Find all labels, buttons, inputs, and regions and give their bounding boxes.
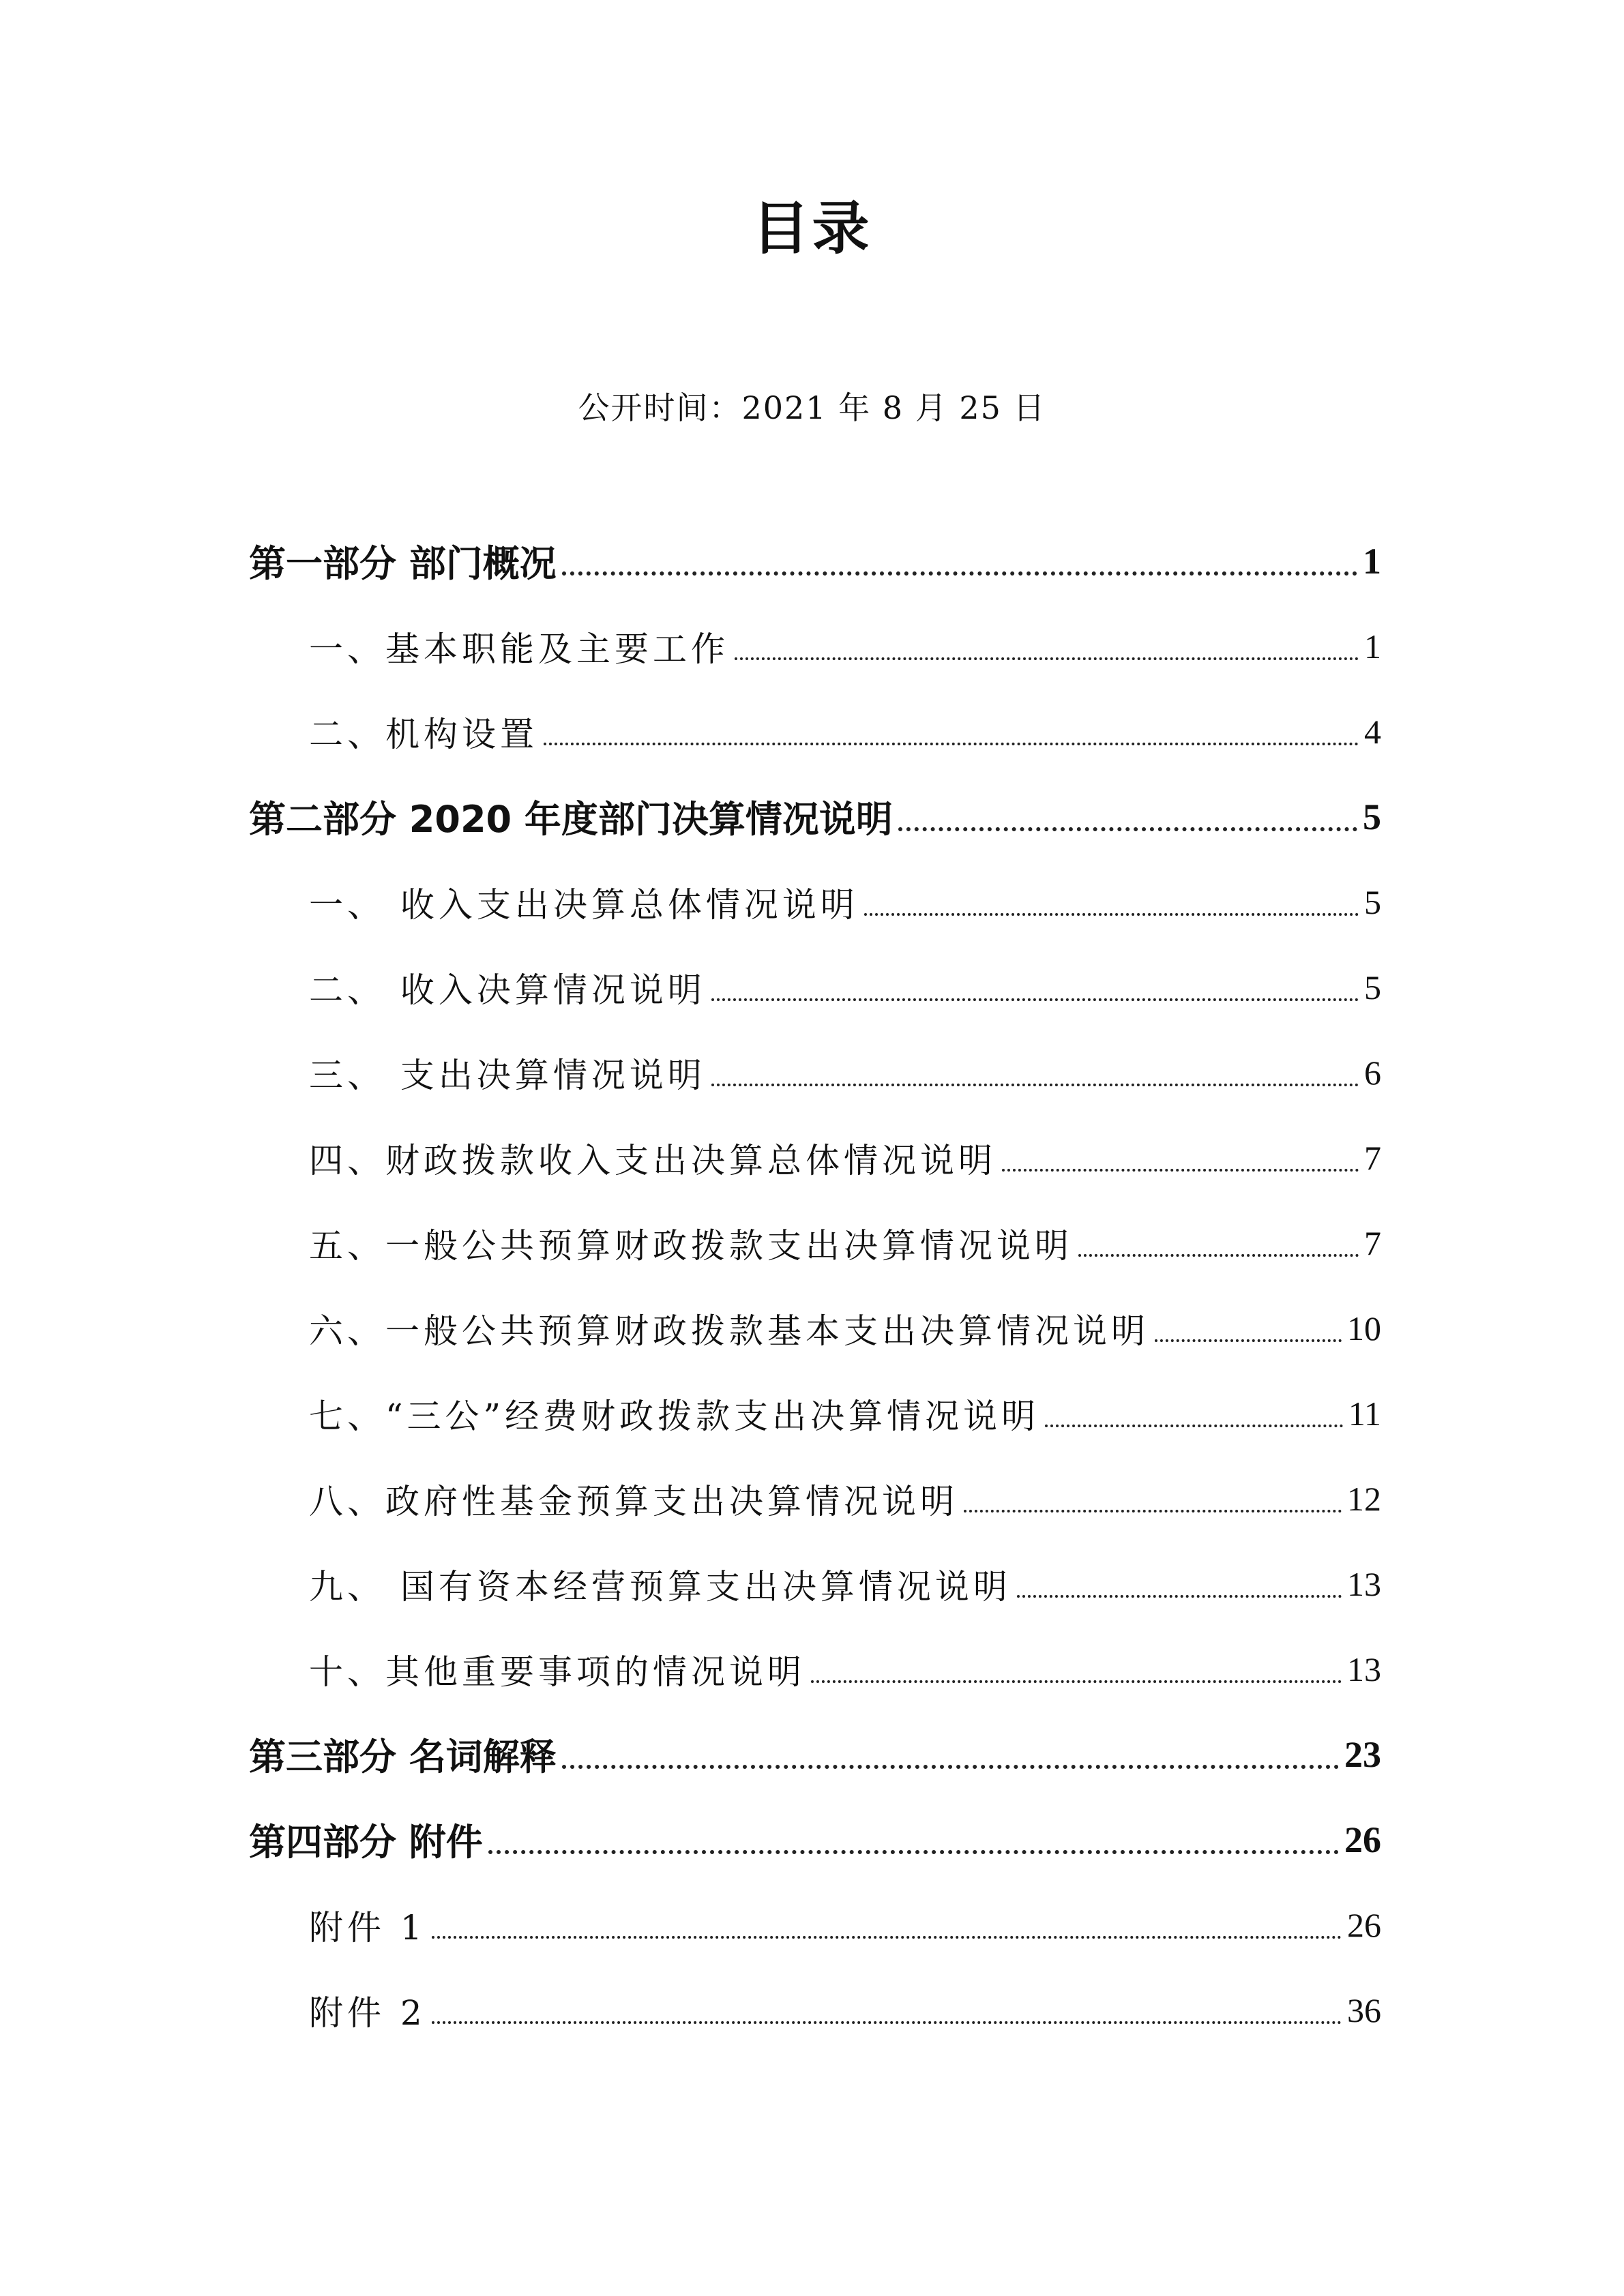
dot-leader [562,1765,1339,1769]
dot-leader [735,657,1359,660]
toc-entry-label: 九、 国有资本经营预算支出决算情况说明 [309,1566,1012,1607]
toc-entry-page-number: 12 [1347,1479,1381,1518]
toc-subsection-entry[interactable] [249,1456,1381,1541]
toc-subsection-entry[interactable] [249,1541,1381,1626]
toc-subsection-entry[interactable] [249,1626,1381,1712]
toc-subsection-entry[interactable] [249,1115,1381,1200]
dot-leader [964,1510,1342,1512]
toc-subsection-entry[interactable] [249,689,1381,774]
toc-section-entry[interactable] [249,518,1381,603]
toc-subsection-entry[interactable] [249,944,1381,1030]
dot-leader [864,913,1359,916]
dot-leader [811,1680,1342,1683]
toc-entry-page-number: 11 [1348,1394,1381,1433]
toc-entry-page-number: 5 [1364,882,1381,921]
dot-leader [432,2021,1342,2024]
toc-entry-page-number: 10 [1347,1309,1381,1347]
toc-entry-page-number: 5 [1363,796,1381,837]
toc-entry-page-number: 7 [1364,1138,1381,1177]
toc-entry-label: 二、机构设置 [309,714,538,754]
toc-entry-page-number: 4 [1364,712,1381,751]
toc-entry-label: 十、其他重要事项的情况说明 [309,1652,806,1692]
table-of-contents [249,518,1381,2053]
toc-entry-page-number: 7 [1364,1223,1381,1262]
dot-leader [711,998,1359,1001]
toc-entry-page-number: 26 [1344,1819,1381,1860]
toc-entry-label: 一、基本职能及主要工作 [309,629,729,669]
dot-leader [488,1850,1339,1854]
toc-subsection-entry[interactable] [249,1285,1381,1371]
dot-leader [432,1936,1342,1939]
toc-entry-page-number: 1 [1364,627,1381,666]
toc-entry-label: 七、“三公”经费财政拨款支出决算情况说明 [309,1396,1040,1436]
dot-leader [1002,1169,1359,1172]
toc-entry-label: 五、一般公共预算财政拨款支出决算情况说明 [309,1225,1073,1266]
toc-entry-label: 附件 2 [309,1993,426,2033]
toc-entry-label: 第四部分 附件 [249,1821,483,1864]
toc-entry-label: 一、 收入支出决算总体情况说明 [309,884,859,925]
toc-entry-page-number: 5 [1364,968,1381,1007]
toc-subsection-entry[interactable] [249,1200,1381,1285]
toc-subsection-entry[interactable] [249,1967,1381,2053]
toc-section-entry[interactable] [249,1797,1381,1882]
publish-date: 公开时间：2021 年 8 月 25 日 [578,389,1046,426]
toc-subsection-entry[interactable] [249,1882,1381,1967]
page-title: 目录 [752,195,872,262]
toc-entry-label: 附件 1 [309,1907,426,1948]
toc-entry-label: 第一部分 部门概况 [249,542,557,585]
dot-leader [898,827,1357,831]
dot-leader [1078,1254,1359,1257]
toc-entry-label: 二、 收入决算情况说明 [309,970,706,1010]
toc-section-entry[interactable] [249,1712,1381,1797]
toc-entry-page-number: 1 [1363,540,1381,582]
toc-subsection-entry[interactable] [249,1371,1381,1456]
toc-entry-label: 三、 支出决算情况说明 [309,1055,706,1095]
toc-subsection-entry[interactable] [249,603,1381,689]
toc-entry-page-number: 13 [1347,1650,1381,1688]
toc-entry-page-number: 23 [1344,1733,1381,1775]
dot-leader [1155,1339,1342,1342]
toc-entry-label: 四、财政拨款收入支出决算总体情况说明 [309,1140,996,1180]
toc-section-entry[interactable] [249,774,1381,859]
toc-entry-page-number: 13 [1347,1564,1381,1603]
toc-entry-label: 六、一般公共预算财政拨款基本支出决算情况说明 [309,1311,1149,1351]
toc-entry-page-number: 36 [1347,1991,1381,2029]
dot-leader [1017,1595,1342,1598]
toc-entry-label: 八、政府性基金预算支出决算情况说明 [309,1481,958,1521]
dot-leader [562,571,1357,576]
dot-leader [1045,1425,1343,1427]
toc-entry-page-number: 6 [1364,1053,1381,1092]
toc-subsection-entry[interactable] [249,1030,1381,1115]
toc-subsection-entry[interactable] [249,859,1381,944]
dot-leader [711,1084,1359,1086]
toc-entry-label: 第二部分 2020 年度部门决算情况说明 [249,798,893,841]
toc-entry-label: 第三部分 名词解释 [249,1735,557,1778]
dot-leader [544,743,1359,745]
toc-entry-page-number: 26 [1347,1905,1381,1944]
